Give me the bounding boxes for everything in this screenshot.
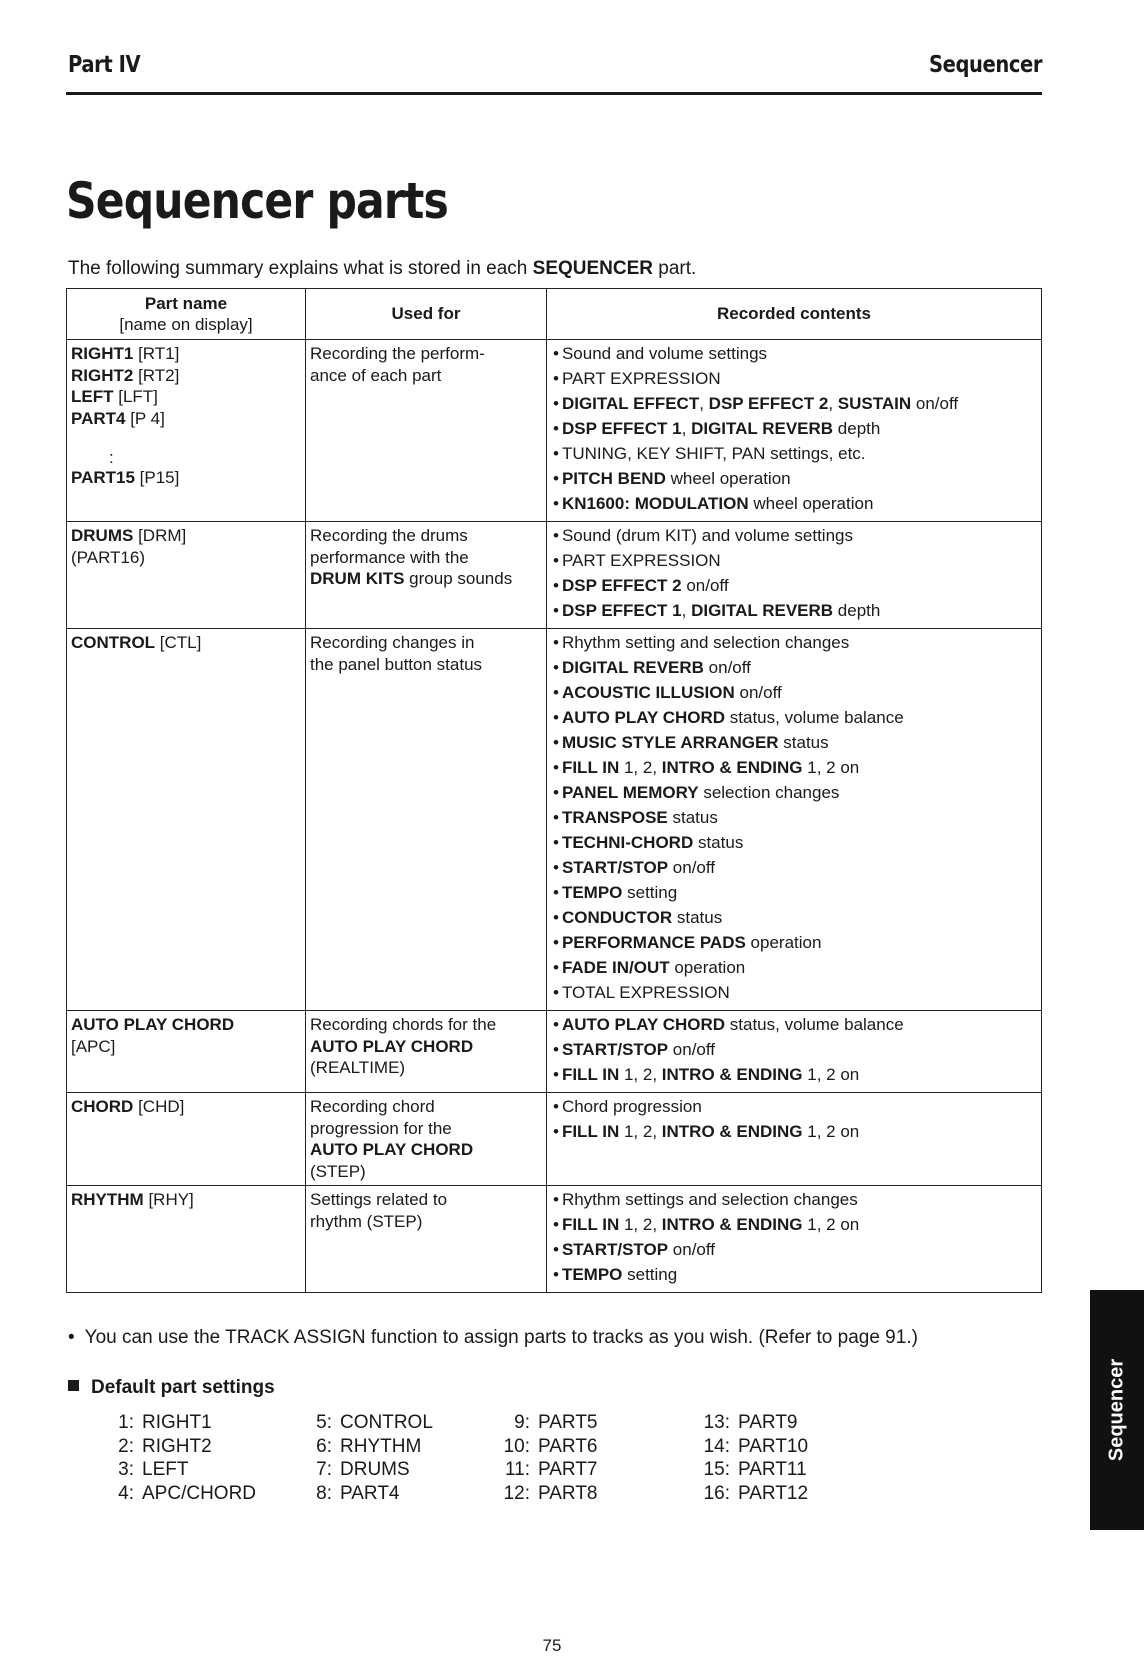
content-text: status, volume balance bbox=[725, 1015, 904, 1034]
default-setting-item bbox=[692, 1411, 808, 1435]
content-text: Rhythm settings and selection changes bbox=[561, 1190, 858, 1209]
intro-text bbox=[68, 258, 696, 280]
content-text: status bbox=[693, 833, 744, 852]
part-name-bold-text: RHYTHM bbox=[71, 1190, 144, 1209]
content-text: , bbox=[699, 394, 709, 413]
used-for-line bbox=[310, 1014, 542, 1036]
page-number: 75 bbox=[542, 1636, 562, 1655]
content-bold-text: DIGITAL REVERB bbox=[561, 658, 704, 677]
recorded-content-item bbox=[553, 907, 1037, 929]
used-for-cell bbox=[306, 522, 547, 629]
content-bold-text: FILL IN bbox=[561, 1065, 620, 1084]
content-text: on/off bbox=[668, 858, 716, 877]
used-for-bold-text: DRUM KITS bbox=[310, 569, 405, 588]
content-bold-text: MUSIC STYLE ARRANGER bbox=[561, 733, 779, 752]
header-recorded-contents: Recorded contents bbox=[547, 289, 1042, 340]
parts-table bbox=[66, 288, 1042, 1293]
default-setting-item bbox=[492, 1482, 598, 1506]
default-settings-column bbox=[294, 1411, 433, 1505]
track-part: PART6 bbox=[538, 1435, 598, 1457]
table-row bbox=[67, 1093, 1042, 1186]
part-name-line bbox=[71, 408, 301, 430]
intro-bold: SEQUENCER bbox=[532, 258, 654, 279]
used-for-line bbox=[310, 1211, 542, 1233]
default-setting-item bbox=[492, 1458, 598, 1482]
content-text: TUNING, KEY SHIFT, PAN settings, etc. bbox=[561, 444, 866, 463]
content-bold-text: INTRO & ENDING bbox=[661, 758, 803, 777]
track-part: RIGHT1 bbox=[142, 1412, 212, 1433]
content-bold-text: START/STOP bbox=[561, 1240, 669, 1259]
track-part: APC/CHORD bbox=[142, 1482, 257, 1504]
content-text: on/off bbox=[681, 576, 729, 595]
content-bold-text: SUSTAIN bbox=[837, 394, 912, 413]
table-row bbox=[67, 629, 1042, 1011]
table-body bbox=[67, 340, 1042, 1293]
content-bold-text: START/STOP bbox=[561, 1040, 669, 1059]
default-setting-item bbox=[96, 1458, 256, 1482]
content-bold-text: DIGITAL REVERB bbox=[691, 601, 834, 620]
part-name-text: [CHD] bbox=[133, 1097, 185, 1116]
part-name-line bbox=[71, 365, 301, 387]
table-row bbox=[67, 1011, 1042, 1093]
table-row bbox=[67, 340, 1042, 522]
track-number: 10: bbox=[503, 1435, 530, 1457]
content-text: 1, 2, bbox=[619, 1065, 662, 1084]
used-for-text: (STEP) bbox=[310, 1161, 366, 1181]
part-name-text: [RT1] bbox=[133, 344, 180, 363]
part-name-cell bbox=[67, 522, 306, 629]
header-part-name-label: Part name bbox=[144, 293, 228, 313]
part-name-cell bbox=[67, 340, 306, 522]
track-number: 8: bbox=[316, 1482, 332, 1504]
content-bold-text: DSP EFFECT 2 bbox=[561, 576, 682, 595]
track-number: 4: bbox=[118, 1482, 134, 1504]
used-for-line bbox=[310, 632, 542, 654]
track-number: 12: bbox=[503, 1482, 530, 1504]
used-for-line bbox=[310, 1139, 542, 1161]
used-for-text: rhythm (STEP) bbox=[310, 1211, 423, 1231]
used-for-text: performance with the bbox=[310, 547, 469, 567]
table-row bbox=[67, 522, 1042, 629]
content-text: on/off bbox=[911, 394, 959, 413]
intro-post: part. bbox=[653, 258, 697, 279]
content-text: Chord progression bbox=[561, 1097, 702, 1116]
content-text: , bbox=[681, 601, 692, 620]
part-name-line bbox=[71, 1096, 301, 1118]
recorded-contents-list bbox=[551, 525, 1037, 622]
recorded-content-item bbox=[553, 1014, 1037, 1036]
track-number: 2: bbox=[118, 1435, 134, 1457]
recorded-content-item bbox=[553, 707, 1037, 729]
recorded-contents-cell bbox=[547, 1011, 1042, 1093]
used-for-line bbox=[310, 1036, 542, 1058]
recorded-contents-cell bbox=[547, 629, 1042, 1011]
part-name-line bbox=[71, 1036, 301, 1058]
content-bold-text: PANEL MEMORY bbox=[561, 783, 699, 802]
content-text: selection changes bbox=[698, 783, 840, 802]
default-settings-heading bbox=[68, 1377, 275, 1399]
content-text: wheel operation bbox=[748, 494, 874, 513]
content-bold-text: FILL IN bbox=[561, 1215, 620, 1234]
recorded-content-item bbox=[553, 657, 1037, 679]
recorded-content-item bbox=[553, 343, 1037, 365]
part-name-line bbox=[71, 1014, 301, 1036]
track-number: 1: bbox=[118, 1412, 134, 1433]
part-name-text: [P15] bbox=[134, 468, 180, 487]
part-name-text: [RHY] bbox=[143, 1190, 194, 1209]
used-for-line bbox=[310, 1189, 542, 1211]
content-text: 1, 2 on bbox=[802, 758, 860, 777]
part-name-line bbox=[71, 467, 301, 489]
content-text: , bbox=[681, 419, 692, 438]
side-tab bbox=[1090, 1290, 1144, 1530]
content-text: on/off bbox=[703, 658, 751, 677]
content-bold-text: AUTO PLAY CHORD bbox=[561, 708, 726, 727]
track-part: PART8 bbox=[538, 1482, 598, 1504]
recorded-contents-cell bbox=[547, 522, 1042, 629]
content-bold-text: KN1600: MODULATION bbox=[561, 494, 749, 513]
default-setting-item bbox=[294, 1411, 433, 1435]
recorded-content-item bbox=[553, 757, 1037, 779]
content-bold-text: TEMPO bbox=[561, 883, 623, 902]
page-title: Sequencer parts bbox=[66, 172, 448, 230]
recorded-content-item bbox=[553, 1039, 1037, 1061]
part-name-bold-text: PART15 bbox=[71, 468, 135, 487]
used-for-text: group sounds bbox=[404, 569, 513, 588]
content-bold-text: DSP EFFECT 1 bbox=[561, 419, 682, 438]
vertical-ellipsis bbox=[71, 449, 301, 467]
recorded-content-item bbox=[553, 393, 1037, 415]
content-text: status, volume balance bbox=[725, 708, 904, 727]
recorded-content-item bbox=[553, 525, 1037, 547]
track-number: 5: bbox=[316, 1412, 332, 1433]
content-text: 1, 2, bbox=[619, 1215, 662, 1234]
content-text: on/off bbox=[734, 683, 782, 702]
part-name-text: [APC] bbox=[71, 1036, 116, 1056]
track-number: 14: bbox=[703, 1435, 730, 1457]
header-right: Sequencer bbox=[928, 52, 1042, 78]
used-for-text: the panel button status bbox=[310, 654, 483, 674]
used-for-text: Recording changes in bbox=[310, 633, 475, 652]
used-for-line bbox=[310, 1057, 542, 1079]
content-text: wheel operation bbox=[665, 469, 791, 488]
used-for-text: progression for the bbox=[310, 1118, 452, 1138]
used-for-line bbox=[310, 365, 542, 387]
content-text: status bbox=[778, 733, 829, 752]
recorded-content-item bbox=[553, 857, 1037, 879]
track-part: LEFT bbox=[142, 1459, 189, 1480]
default-setting-item bbox=[294, 1435, 433, 1459]
track-part: PART5 bbox=[538, 1412, 598, 1433]
content-bold-text: TEMPO bbox=[561, 1265, 623, 1284]
content-text: 1, 2 on bbox=[802, 1122, 860, 1141]
recorded-contents-list bbox=[551, 1096, 1037, 1143]
recorded-content-item bbox=[553, 632, 1037, 654]
part-name-cell bbox=[67, 1186, 306, 1293]
recorded-content-item bbox=[553, 418, 1037, 440]
recorded-content-item bbox=[553, 468, 1037, 490]
content-text: setting bbox=[622, 883, 678, 902]
recorded-contents-cell bbox=[547, 1186, 1042, 1293]
used-for-bold-text: AUTO PLAY CHORD bbox=[310, 1140, 474, 1159]
part-name-text: [LFT] bbox=[113, 387, 158, 406]
recorded-contents-cell bbox=[547, 340, 1042, 522]
track-number: 13: bbox=[703, 1412, 730, 1433]
part-name-line bbox=[71, 547, 301, 569]
default-setting-item bbox=[294, 1458, 433, 1482]
header-used-for: Used for bbox=[306, 289, 547, 340]
content-text: 1, 2 on bbox=[802, 1215, 860, 1234]
content-text: on/off bbox=[668, 1040, 716, 1059]
content-bold-text: AUTO PLAY CHORD bbox=[561, 1015, 726, 1034]
used-for-text: Recording chords for the bbox=[310, 1015, 497, 1034]
track-part: PART11 bbox=[738, 1459, 807, 1480]
track-number: 3: bbox=[118, 1459, 134, 1480]
used-for-text: Recording the perform- bbox=[310, 344, 485, 363]
used-for-line bbox=[310, 1118, 542, 1140]
default-setting-item bbox=[692, 1458, 808, 1482]
default-setting-item bbox=[96, 1411, 256, 1435]
used-for-cell bbox=[306, 1093, 547, 1186]
recorded-content-item bbox=[553, 1121, 1037, 1143]
content-text: Rhythm setting and selection changes bbox=[561, 633, 850, 652]
recorded-content-item bbox=[553, 493, 1037, 515]
content-text: 1, 2 on bbox=[802, 1065, 860, 1084]
recorded-content-item bbox=[553, 1264, 1037, 1286]
part-name-cell bbox=[67, 629, 306, 1011]
content-bold-text: PITCH BEND bbox=[561, 469, 666, 488]
content-text: depth bbox=[833, 419, 881, 438]
part-name-bold-text: AUTO PLAY CHORD bbox=[71, 1015, 235, 1034]
content-bold-text: INTRO & ENDING bbox=[661, 1065, 803, 1084]
part-name-cell bbox=[67, 1093, 306, 1186]
content-text: on/off bbox=[668, 1240, 716, 1259]
content-bold-text: START/STOP bbox=[561, 858, 669, 877]
used-for-line bbox=[310, 568, 542, 590]
content-text: Sound (drum KIT) and volume settings bbox=[561, 526, 853, 545]
recorded-contents-list bbox=[551, 1014, 1037, 1086]
part-name-line bbox=[71, 1189, 301, 1211]
used-for-cell bbox=[306, 340, 547, 522]
recorded-content-item bbox=[553, 600, 1037, 622]
part-name-line bbox=[71, 632, 301, 654]
part-name-bold-text: DRUMS bbox=[71, 526, 134, 545]
part-name-line bbox=[71, 525, 301, 547]
content-text: 1, 2, bbox=[619, 1122, 662, 1141]
table-row bbox=[67, 1186, 1042, 1293]
recorded-content-item bbox=[553, 957, 1037, 979]
content-text: setting bbox=[622, 1265, 678, 1284]
intro-pre: The following summary explains what is stored in each bbox=[68, 258, 533, 279]
content-bold-text: FILL IN bbox=[561, 1122, 620, 1141]
recorded-content-item bbox=[553, 732, 1037, 754]
header-rule bbox=[66, 92, 1042, 95]
track-part: RIGHT2 bbox=[142, 1435, 212, 1457]
header-part-name bbox=[67, 289, 306, 340]
recorded-content-item bbox=[553, 550, 1037, 572]
recorded-content-item bbox=[553, 832, 1037, 854]
used-for-text: Settings related to bbox=[310, 1190, 448, 1209]
used-for-text: ance of each part bbox=[310, 365, 442, 385]
recorded-content-item bbox=[553, 782, 1037, 804]
recorded-content-item bbox=[553, 807, 1037, 829]
content-text: 1, 2, bbox=[619, 758, 662, 777]
default-setting-item bbox=[692, 1482, 808, 1506]
used-for-cell bbox=[306, 1011, 547, 1093]
default-settings-column bbox=[96, 1411, 256, 1505]
spacer bbox=[71, 429, 301, 449]
used-for-line bbox=[310, 343, 542, 365]
content-text: PART EXPRESSION bbox=[561, 551, 721, 570]
part-name-bold-text: RIGHT2 bbox=[71, 365, 134, 385]
square-bullet-icon bbox=[68, 1380, 79, 1391]
content-text: , bbox=[828, 394, 838, 413]
part-name-line bbox=[71, 386, 301, 408]
default-setting-item bbox=[294, 1482, 433, 1506]
recorded-contents-list bbox=[551, 632, 1037, 1004]
part-name-bold-text: PART4 bbox=[71, 408, 126, 428]
default-setting-item bbox=[96, 1435, 256, 1459]
header-left: Part IV bbox=[68, 52, 141, 78]
part-name-bold-text: LEFT bbox=[71, 387, 114, 406]
track-part: RHYTHM bbox=[340, 1435, 422, 1457]
part-name-text: [DRM] bbox=[133, 526, 187, 545]
header-part-name-sub: [name on display] bbox=[119, 315, 253, 334]
recorded-content-item bbox=[553, 1189, 1037, 1211]
content-text: Sound and volume settings bbox=[561, 344, 768, 363]
content-bold-text: DIGITAL REVERB bbox=[691, 419, 834, 438]
content-bold-text: INTRO & ENDING bbox=[661, 1122, 803, 1141]
used-for-line bbox=[310, 547, 542, 569]
part-name-bold-text: CHORD bbox=[71, 1097, 134, 1116]
default-settings-column bbox=[692, 1411, 808, 1505]
part-name-text: [RT2] bbox=[133, 365, 180, 385]
content-bold-text: FILL IN bbox=[561, 758, 620, 777]
recorded-content-item bbox=[553, 882, 1037, 904]
content-bold-text: PERFORMANCE PADS bbox=[561, 933, 746, 952]
content-bold-text: DSP EFFECT 1 bbox=[561, 601, 682, 620]
content-bold-text: DSP EFFECT 2 bbox=[708, 394, 829, 413]
recorded-content-item bbox=[553, 1096, 1037, 1118]
track-number: 9: bbox=[514, 1412, 530, 1433]
default-setting-item bbox=[492, 1435, 598, 1459]
used-for-text: Recording chord bbox=[310, 1097, 435, 1116]
default-settings-heading-text: Default part settings bbox=[91, 1377, 275, 1398]
track-part: PART7 bbox=[538, 1459, 598, 1480]
part-name-bold-text: CONTROL bbox=[71, 633, 156, 652]
recorded-contents-list bbox=[551, 1189, 1037, 1286]
part-name-text: : bbox=[109, 448, 114, 467]
table-header-row bbox=[67, 289, 1042, 340]
content-bold-text: FADE IN/OUT bbox=[561, 958, 670, 977]
part-name-line bbox=[71, 343, 301, 365]
default-setting-item bbox=[492, 1411, 598, 1435]
used-for-bold-text: AUTO PLAY CHORD bbox=[310, 1036, 474, 1056]
part-name-cell bbox=[67, 1011, 306, 1093]
content-bold-text: DIGITAL EFFECT bbox=[561, 394, 700, 413]
content-text: PART EXPRESSION bbox=[561, 369, 721, 388]
track-part: PART12 bbox=[738, 1482, 809, 1504]
track-number: 15: bbox=[703, 1459, 730, 1480]
used-for-text: Recording the drums bbox=[310, 526, 468, 545]
recorded-contents-cell bbox=[547, 1093, 1042, 1186]
used-for-line bbox=[310, 1161, 542, 1183]
used-for-line bbox=[310, 525, 542, 547]
content-bold-text: ACOUSTIC ILLUSION bbox=[561, 683, 735, 702]
bullet-icon: • bbox=[68, 1327, 75, 1348]
track-part: PART4 bbox=[340, 1482, 400, 1504]
recorded-content-item bbox=[553, 1064, 1037, 1086]
used-for-cell bbox=[306, 629, 547, 1011]
recorded-content-item bbox=[553, 368, 1037, 390]
track-part: CONTROL bbox=[340, 1412, 433, 1433]
content-bold-text: TRANSPOSE bbox=[561, 808, 668, 827]
used-for-line bbox=[310, 1096, 542, 1118]
used-for-cell bbox=[306, 1186, 547, 1293]
recorded-content-item bbox=[553, 932, 1037, 954]
content-text: operation bbox=[745, 933, 822, 952]
content-bold-text: INTRO & ENDING bbox=[661, 1215, 803, 1234]
default-settings-column bbox=[492, 1411, 598, 1505]
track-part: PART9 bbox=[738, 1412, 798, 1433]
content-bold-text: TECHNI-CHORD bbox=[561, 833, 694, 852]
track-number: 6: bbox=[316, 1435, 332, 1457]
content-text: TOTAL EXPRESSION bbox=[561, 983, 730, 1002]
part-name-text: [CTL] bbox=[155, 633, 202, 652]
part-name-text: (PART16) bbox=[71, 547, 146, 567]
recorded-content-item bbox=[553, 1239, 1037, 1261]
part-name-text: [P 4] bbox=[125, 408, 165, 428]
used-for-text: (REALTIME) bbox=[310, 1058, 406, 1077]
default-setting-item bbox=[96, 1482, 256, 1506]
track-number: 7: bbox=[316, 1459, 332, 1480]
default-setting-item bbox=[692, 1435, 808, 1459]
track-number: 16: bbox=[703, 1482, 730, 1504]
recorded-content-item bbox=[553, 1214, 1037, 1236]
track-part: DRUMS bbox=[340, 1459, 410, 1480]
track-number: 11: bbox=[504, 1459, 530, 1480]
track-part: PART10 bbox=[738, 1435, 809, 1457]
recorded-content-item bbox=[553, 982, 1037, 1004]
part-name-bold-text: RIGHT1 bbox=[71, 344, 134, 363]
content-text: operation bbox=[669, 958, 746, 977]
content-bold-text: CONDUCTOR bbox=[561, 908, 673, 927]
content-text: depth bbox=[833, 601, 881, 620]
content-text: status bbox=[672, 908, 723, 927]
recorded-content-item bbox=[553, 682, 1037, 704]
content-text: status bbox=[667, 808, 718, 827]
note-text: You can use the TRACK ASSIGN function to assign parts to tracks as you wish. (Refer to page 91.) bbox=[84, 1327, 918, 1348]
side-tab-label: Sequencer bbox=[1105, 1358, 1128, 1462]
recorded-content-item bbox=[553, 443, 1037, 465]
recorded-contents-list bbox=[551, 343, 1037, 515]
used-for-line bbox=[310, 654, 542, 676]
track-assign-note bbox=[68, 1327, 918, 1349]
recorded-content-item bbox=[553, 575, 1037, 597]
